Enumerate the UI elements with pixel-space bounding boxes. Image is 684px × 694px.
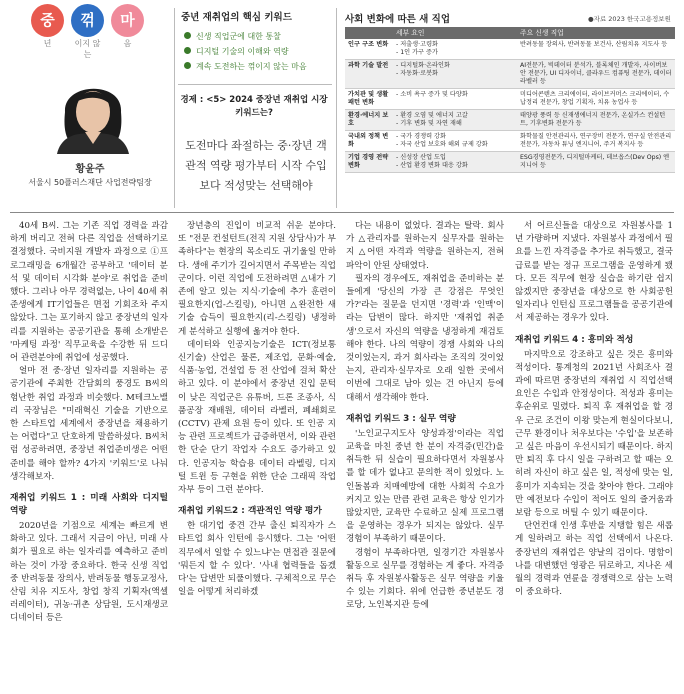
article-column-1 [10,220,168,626]
author-name: 황윤주 [75,164,105,175]
logo-circle-3 [111,4,144,37]
table-cell-factors: - 디지털화·온라인화 - 자동화·로봇화 [393,60,517,89]
paragraph: 장년층의 진입이 비교적 쉬운 분야다. 또 "전문 컨설턴트(전직 지원 상담사)가 부족하다"는 현장의 목소리도 귀기울일 만하다. 생애 주기가 길어지면서 주목받는 직업군이다. 이런 직업에 도전하려면 △내가 기존에 알고 있는 지식·기술에 추가 훈련이 필요한지(업-스킬링), 아니면 △완전한 새 기술 습득이 필요한지(리-스킬링) 냉정하게 분석하고 실행에 옮겨야 한다. [178,221,336,337]
section-heading: 재취업 키워드 4 : 흥미와 적성 [515,334,634,345]
table-cell-jobs: 태양광 풍력 등 신재생에너지 전문가, 온실가스 컨설턴트, 기후변화 전문가 등 [517,110,675,131]
paragraph: 2020년을 기점으로 세계는 빠르게 변화하고 있다. 그래서 지금이 아닌, 미래 사회가 필요로 하는 일자리를 예측하고 준비하는 것이 가장 중요하다. 한국 신생 직업 중 반려동물 장의사, 반려동물 행동교정사, 산림 치유 지도사, 창업 창직 기획자(액셀러레이터), 귀농·귀촌 상담원, 도시재생코디네이터 등은 [10,521,168,624]
table-cell-factors: - 신성장 산업 도입 - 산업 환경 변화 대응 강화 [393,152,517,173]
logo-char: 꺾 [80,11,95,29]
author-title: 서울시 50플러스재단 사업전략팀장 [28,178,152,187]
paragraph: 데이터와 인공지능기술은 ICT(정보통신기술) 산업은 물론, 제조업, 문화·예술, 식품·농업, 건설업 등 전 산업에 걸쳐 확산하고 있다. 이 분야에서 중장년 진입 문턱이 낮은 직업군은 유튜버, 드론 조종사, 식품공장 재배원, 데이터 라벨러, 폐쇄회로(CCTV) 관제 요원 등이 있다. 또 인공 지능 관련 프로젝트가 급증하면서, 이와 관련한 단순 단기 작업자 수요도 증가하고 있다. 인공지능 학습용 데이터 라벨링, 디지털 트윈 등 구현을 위한 단순 그래픽 작업 자부 등이 그런 분야다. [178,339,336,496]
divider [336,8,337,208]
table-header-cell [345,27,393,39]
divider [178,84,332,85]
table-source: ●자료 2023 한국고용정보원 [588,15,671,23]
list-item [184,44,307,59]
bullet-icon [184,62,191,69]
logo-char: 중 [40,11,55,29]
keyword-text: 디지털 기술의 이해와 역량 [196,47,289,56]
article-column-2 [178,220,336,599]
table-cell-cat: 기업 경영 전략 변화 [345,152,393,173]
keyword-text: 계속 도전하는 꺾이지 않는 마음 [196,62,307,71]
table-cell-jobs: 화학물질 안전관리사, 연구장비 전문가, 연구실 안전관리 전문가, 자동차 튜닝 엔지니어, 주거 복지사 등 [517,131,675,152]
paragraph: 다는 내용이 없었다. 결과는 탈락. 회사가 △관리자를 원하는지 실무자를 원하는지 △어떤 자격과 역량을 원하는지, 전혀 파악이 안된 상태였다. [346,221,504,271]
keywords-title: 중년 재취업의 핵심 키워드 [181,12,292,23]
table-row [345,39,675,60]
section-heading: 재취업 키워드 1 : 미래 사회와 디지털 역량 [10,493,168,517]
table-cell-cat: 국내외 정책 변화 [345,131,393,152]
table-cell-jobs: 반려동물 장의사, 반려동물 보건사, 산림치유 지도사 등 [517,39,675,60]
list-item [184,29,307,44]
logo-circle-2 [71,4,104,37]
table-row [345,110,675,131]
article-column-3 [346,220,504,613]
paragraph: 마지막으로 강조하고 싶은 것은 흥미와 적성이다. 통계청의 2021년 사회조사 결과에 따르면 중장년의 재취업 시 직업선택 요인은 수입과 안정성이다. 적성과 흥미는 후순위로 밀렸다. 퇴직 후 재취업을 할 경우 근로 조건이 이왕 맞는게 현실이다보니, 근무 환경이나 처우보다는 '수입'을 보존하고 싶은 마음이 우선시되기 때문이다. 하지만 퇴직 후 다시 일을 구하려고 할 때는 오히려 자신이 하고 싶은 일, 적성에 맞는 일, 흥미가 지속되는 것을 찾아야 한다. 그래야만 예전보다 수입이 적어도 일의 즐거움과 보람 등으로 버틸 수 있기 때문이다. [515,349,673,519]
logo-sub: 년 [43,39,52,48]
table-header-row [345,27,675,39]
logo-circle-1 [31,4,64,37]
table-row [345,60,675,89]
table-cell-cat: 과학 기술 발전 [345,60,393,89]
list-item [184,59,307,74]
paragraph: 한 대기업 중견 간부 출신 퇴직자가 스타트업 회사 인턴에 응시했다. 그는 '어떤 직무에서 일할 수 있느냐'는 면접관 질문에 '뭐든지 할 수 있다'. '사내 협력들을 돕겠다'는 답변만 되풀이했다. 구체적으로 무슨 일을 어떻게 처리하겠 [178,521,336,598]
paragraph: 40세 B씨. 그는 기존 직업 경력을 과감하게 버리고 전혀 다른 직업을 선택하기로 결정했다. 국비지원 개발자 과정으로 ①프로그래밍을 6개월간 공부하고 '데이터 분석 및 데이터 시각화 분야'로 취업을 준비했다. 그러나 아무 경력없는, 나이 40세 취준생에게 IT기업들은 면접 기회조차 주지 않았다. 그는 포기하지 않고 중장년의 일자리를 지원하는 공공기관을 통해 소개받은 '마케팅 과정' 직무교육을 수강한 뒤 드디어 관련분야에 취업에 성공했다. [10,221,168,364]
paragraph: 얼마 전 중·장년 일자리를 지원하는 공공기관에 주최한 간담회의 풍경도 B씨의 험난한 취업 과정과 비슷했다. M테크노밸리 국장님은 "미래혁신 기술을 기반으로 한 스타트업 세계에서 중장년을 채용하기는 어렵다"고 단호하게 말씀하셨다. B씨처럼 성공하려면, 중장년 취업준비생은 어떤 준비를 해야 할까? 4가지 '키워드'로 나눠 생각해보자. [10,366,168,482]
table-body [345,39,675,173]
table-cell-jobs: 미디어콘텐츠 크리에이터, 라이브커머스 크리에이터, 수납정리 전문가, 창업 기획자, 치유 농업사 등 [517,89,675,110]
new-jobs-table [345,27,675,173]
section-heading: 재취업 키워드 3 : 실무 역량 [346,413,456,424]
table-row [345,131,675,152]
bullet-icon [184,47,191,54]
logo-sub: 음 [123,39,132,48]
paragraph: 단언컨대 인생 후반을 지탱할 힘은 새롭게 일하려고 하는 직업 선택에서 나온다. 중장년의 재취업은 양날의 검이다. 명함이 나를 대변했던 영광은 뒤로하고, 지나온 세월의 경력과 연륜을 경쟁력으로 삼는 노력이 중요하다. [515,521,673,598]
table-header-cell: 세부 요인 [393,27,517,39]
table-cell-cat: 인구 구조 변화 [345,39,393,60]
divider [174,8,175,208]
article-column-4 [515,220,673,599]
table-cell-factors: - 소비 욕구 증가 및 다양화 [393,89,517,110]
table-title: 사회 변화에 따른 새 직업 [345,14,450,25]
table-row [345,89,675,110]
logo-sub: 이지 않는 [74,39,101,59]
table-cell-factors: - 국가 경쟁력 강화 - 자국 산업 보호와 해외 규제 강화 [393,131,517,152]
divider [10,212,674,213]
keyword-text: 신생 직업군에 대한 통찰 [196,32,281,41]
section-heading: 재취업 키워드2 : 객관적인 역량 평가 [178,506,322,517]
table-cell-jobs: AI전문가, 빅데이터 분석가, 블록체인 개발자, 사이버보안 전문가, UI 디자이너, 클라우드 컴퓨팅 전문가, 데이터 라벨러 등 [517,60,675,89]
table-cell-cat: 가치관 및 생활 패턴 변화 [345,89,393,110]
series-title: 경제 : <5> 2024 중장년 재취업 시장 키워드는? [180,95,328,118]
paragraph: '노인교구지도사 양성과정'이라는 직업교육을 마친 중년 한 분이 자격증(민간)을 취득한 뒤 실습이 필요하다면서 자원봉사를 할 데가 없냐고 문의한 적이 있었다. 노인돌봄과 치매예방에 대한 사회적 수요가 커지고 있는 만큼 관련 교육은 항상 인기가 많았지만, 교육만 수료하고 실제 프로그램을 운영하는 경우가 되지는 않았다. 실무 경험이 부족하기 때문이다. [346,428,504,545]
table-cell-cat: 환경·에너지 보호 [345,110,393,131]
table-cell-jobs: ESG경영전문가, 디지털마케터, 데브옵스(Dev Ops) 엔지니어 등 [517,152,675,173]
keywords-list [184,29,307,74]
author-photo [43,72,143,154]
table-header-cell: 주요 신생 직업 [517,27,675,39]
table-cell-factors: - 환경 오염 및 에너지 고갈 - 기후 변화 및 자연 재해 [393,110,517,131]
bullet-icon [184,32,191,39]
logo-char: 마 [120,11,135,29]
paragraph: 필자의 경우에도, 재취업을 준비하는 분들에게 '당신의 가장 큰 강점은 무엇인가?'라는 질문을 던지면 '경력'과 '인맥'이라는 답변이 많다. 하지만 '재취업 취준생'으로서 자신의 역량을 냉정하게 재검토해야 한다. 나의 역량이 경쟁 사회와 나의 것이었는지, 과거 회사라는 조직의 것이었는지, 관리자·실무자로 오래 일한 곳에서 이번에 그대로 남아 있는 건 아닌지 등에 대해서 생각해야 한다. [346,273,504,403]
paragraph: 경험이 부족하다면, 일경기간 자원봉사활동으로 실무를 경험하는 게 좋다. 자격증 취득 후 자원봉사활동은 실무 역량을 키울 수 있는 기회다. 위에 언급한 중년분도 경로당, 노인복지관 등에 [346,547,504,611]
pull-quote: 도전마다 좌절하는 중·장년 객관적 역량 평가부터 시작 수입보다 적성맞는 선택해야 [185,139,327,192]
paragraph: 서 어르신들을 대상으로 자원봉사를 1년 가량하며 지냈다. 자원봉사 과정에서 필요를 느낀 자격증을 추가로 취득했고, 결국 급료를 받는 정규 프로그램을 운영하게 됐다. 모든 직무에 현장 실습을 하기란 쉽지 않겠지만 중장년을 대상으로 한 사회공헌 일자리나 인턴십 프로그램들을 공공기관에서 제공하는 경우가 있다. [515,221,673,324]
table-row [345,152,675,173]
table-cell-factors: - 저출생·고령화 - 1인 가구 증가 [393,39,517,60]
